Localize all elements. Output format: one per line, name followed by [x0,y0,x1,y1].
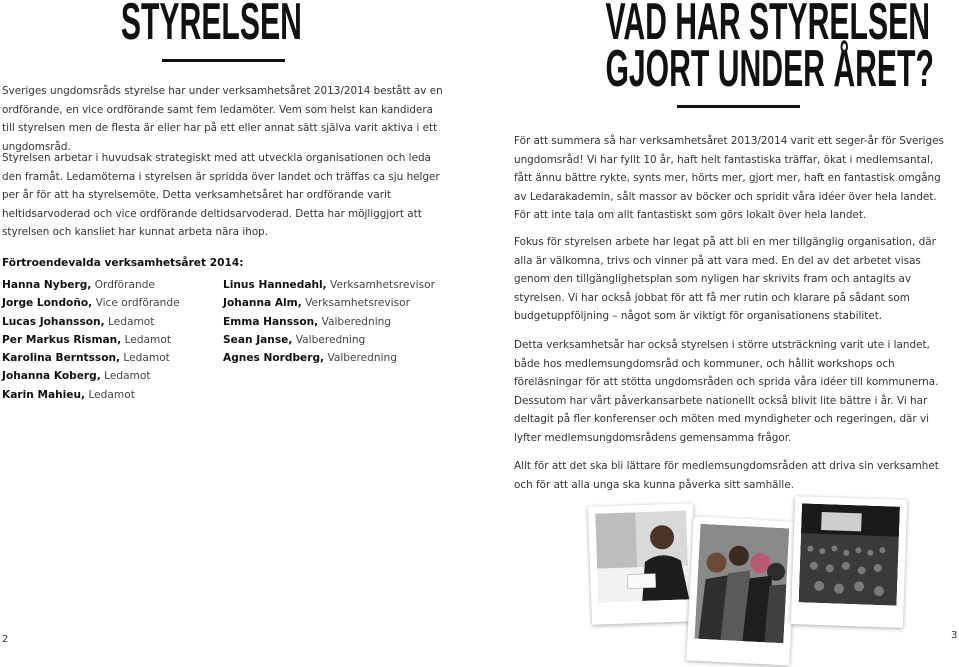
photo-group-of-girls [686,516,796,665]
board-member-role: Ledamot [108,315,155,328]
board-heading: Förtroendevalda verksamhetsåret 2014: [2,257,244,269]
board-member-role: Valberedning [327,352,397,365]
board-member-role: Vice ordförande [95,297,180,310]
right-title-rule [677,105,800,108]
left-title-rule [162,59,285,62]
board-members-column-1 [2,276,180,404]
board-member [2,331,180,349]
board-member-role: Valberedning [295,333,366,346]
board-member-name: Per Markus Risman, [2,333,122,346]
board-member [223,349,435,367]
board-member [223,331,435,349]
left-page-number: 2 [2,634,9,645]
board-member [223,313,435,331]
board-member-role: Ordförande [94,279,155,291]
board-member-role: Verksamhetsrevisor [330,279,435,291]
photo-student-writing [588,503,697,625]
board-member-name: Linus Hannedahl, [223,279,327,291]
board-member [223,276,435,294]
right-paragraph-2: Fokus för styrelsen arbete har legat på att bli en mer tillgänglig organisation, där alla är välkomna, trivs och vinner på att vara med. En del av det arbetet visas genom den tillgänglighetsplan som nyligen har skrivits fram och antagits av styrelsen. Vi har också jobbat för att få mer rutin och klarare på sådant som budgetuppföljning – något som är viktigt för organisationens stabilitet. [514,236,936,323]
left-page-title: STYRELSEN [120,0,302,51]
board-member-name: Emma Hansson, [223,315,319,328]
board-member-role: Verksamhetsrevisor [305,297,410,310]
board-member-role: Ledamot [88,388,135,401]
left-paragraph-2: Styrelsen arbetar i huvudsak strategiskt med att utveckla organisationen och leda den framåt. Ledamöterna i styrelsen är spridda över landet och träffas ca sju helger per år för att ha styrelsemöte. Detta verksamhetsåret har ordförande varit heltidsarvoderad och vice ordförande deltidsarvoderad. Detta har möjliggjort att styrelsen och kansliet har kunnat arbeta nära ihop. [2,152,440,239]
board-member [2,386,180,404]
board-member [2,349,180,367]
board-member-name: Johanna Koberg, [2,370,101,383]
board-member-name: Karin Mahieu, [2,388,86,401]
board-member-name: Sean Janse, [223,333,293,346]
board-member-name: Jorge Londoño, [2,297,93,310]
board-member-role: Ledamot [123,352,170,365]
right-paragraph-1: För att summera så har verksamhetsåret 2013/2014 varit ett seger-år för Sveriges ungdomsråd! Vi har fyllt 10 år, haft helt fantastiska träffar, ökat i medlemsantal, fått ännu bättre rykte, synts mer, hörts mer, gjort mer, haft en fantastisk omgång av Ledarakademin, sålt massor av böcker och spridit våra idéer över hela landet. För att inte tala om allt fantastiskt som görs lokalt över hela landet. [514,135,944,222]
board-member-name: Agnes Nordberg, [223,352,325,365]
board-member-name: Lucas Johansson, [2,315,105,328]
right-page-title-line-2: GJORT UNDER ÅRET? [605,40,934,98]
board-members-column-2 [223,276,435,367]
board-member-name: Karolina Berntsson, [2,352,121,365]
board-member-role: Ledamot [104,370,151,383]
board-member-name: Hanna Nyberg, [2,279,92,291]
board-member-name: Johanna Alm, [223,297,302,310]
board-member [223,294,435,312]
left-paragraph-1: Sveriges ungdomsråds styrelse har under verksamhetsåret 2013/2014 bestått av en ordförande, en vice ordförande samt fem ledamöter. Vem som helst kan kandidera till styrelsen men de flesta är eller har på ett eller annat sätt själva varit aktiva i ett ungdomsråd. [2,85,443,153]
board-member [2,294,180,312]
board-member [2,276,180,294]
photo-conference-audience [791,496,907,628]
board-member-role: Ledamot [124,333,171,346]
right-page-title-line-1: VAD HAR STYRELSEN [605,0,930,51]
board-member [2,367,180,385]
right-paragraph-4: Allt för att det ska bli lättare för medlemsungdomsråden att driva sin verksamhet och för att alla unga ska kunna påverka sitt samhälle. [514,460,939,491]
board-member [2,313,180,331]
board-member-role: Valberedning [321,315,392,328]
right-paragraph-3: Detta verksamhetsår har också styrelsen i större utsträckning varit ute i landet, både hos medlemsungdomsråd och kommuner, och hållit workshops och föreläsningar för att stötta ungdomsråden och sprida våra idéer till kommunerna. Dessutom har vårt påverkansarbete nationellt också blivit lite bättre i år. Vi har deltagit på fler konferenser och möten med myndigheter och regeringen, där vi lyfter medlemsungdomsrådens gemensamma frågor. [514,339,939,444]
right-page-number: 3 [951,630,958,641]
